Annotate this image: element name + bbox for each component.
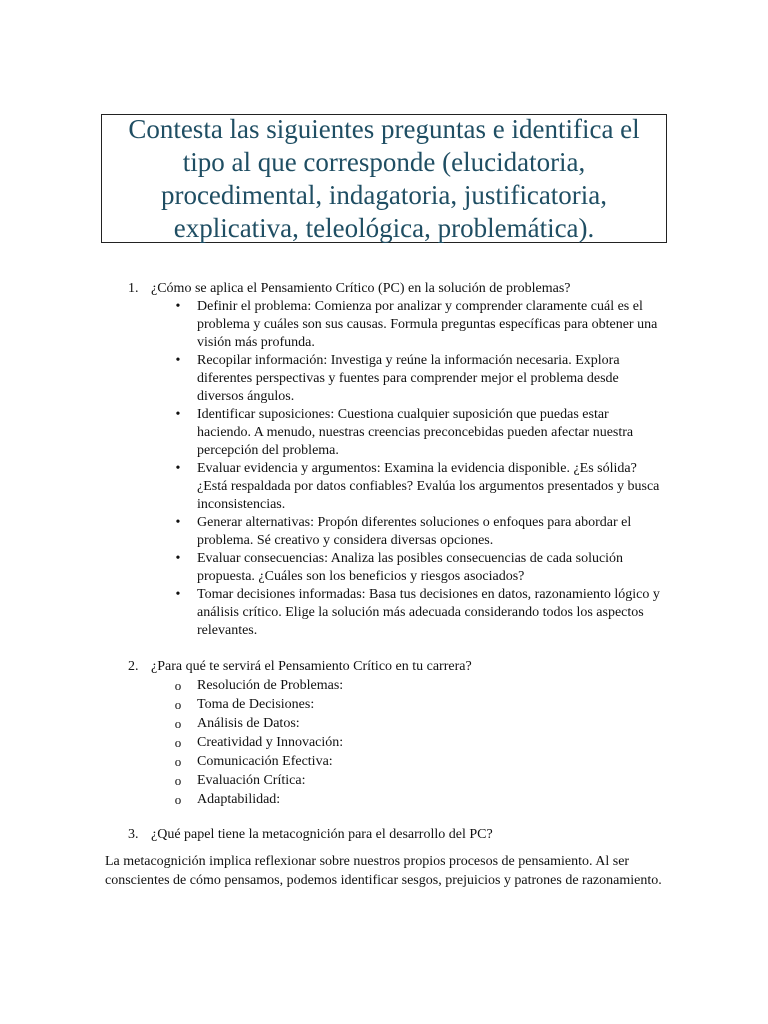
list-item xyxy=(174,791,597,810)
question-1-number: 1. xyxy=(128,281,139,296)
list-item-text: Adaptabilidad: xyxy=(197,792,281,807)
circle-bullet-icon: o xyxy=(174,773,182,788)
list-item xyxy=(174,772,597,791)
list-item-text: Evaluar consecuencias: Analiza las posibles consecuencias de cada solución propuesta. ¿Cuáles son los beneficios y riesgos asociados? xyxy=(197,551,624,584)
list-item xyxy=(175,298,663,352)
list-item-text: Identificar suposiciones: Cuestiona cualquier suposición que puedas estar haciendo. A menudo, nuestras creencias preconcebidas pueden afectar nuestra percepción del problema. xyxy=(197,407,634,458)
list-item xyxy=(174,715,597,734)
list-item-text: Toma de Decisiones: xyxy=(197,697,315,712)
question-3-number: 3. xyxy=(128,827,139,842)
question-2-number: 2. xyxy=(128,659,139,674)
list-item xyxy=(174,753,597,772)
list-item xyxy=(175,406,663,460)
list-item-text: Comunicación Efectiva: xyxy=(197,754,333,769)
question-1-text: ¿Cómo se aplica el Pensamiento Crítico (PC) en la solución de problemas? xyxy=(151,281,571,296)
list-item-text: Evaluar evidencia y argumentos: Examina la evidencia disponible. ¿Es sólida? ¿Está respaldada por datos confiables? Evalúa los argumentos presentados y busca inconsistencias. xyxy=(197,461,660,512)
list-item xyxy=(174,696,597,715)
question-1-bullet-list xyxy=(175,298,663,640)
list-item xyxy=(174,677,597,696)
circle-bullet-icon: o xyxy=(174,716,182,731)
list-item xyxy=(175,586,663,640)
title-box xyxy=(101,114,667,243)
list-item-text: Generar alternativas: Propón diferentes soluciones o enfoques para abordar el problema. Sé creativo y considera diversas opciones. xyxy=(197,515,632,548)
list-item-text: Evaluación Crítica: xyxy=(197,773,306,788)
bullet-icon: • xyxy=(175,515,181,530)
question-2-circle-list xyxy=(174,677,597,810)
circle-bullet-icon: o xyxy=(174,792,182,807)
list-item xyxy=(175,352,663,406)
list-item xyxy=(175,460,663,514)
circle-bullet-icon: o xyxy=(174,754,182,769)
bullet-icon: • xyxy=(175,461,181,476)
list-item-text: Resolución de Problemas: xyxy=(197,678,344,693)
list-item-text: Recopilar información: Investiga y reúne la información necesaria. Explora diferentes perspectivas y fuentes para comprender mejor el problema desde diversos ángulos. xyxy=(197,353,620,404)
list-item xyxy=(175,550,663,586)
circle-bullet-icon: o xyxy=(174,697,182,712)
list-item-text: Definir el problema: Comienza por analizar y comprender claramente cuál es el problema y cuáles son sus causas. Formula preguntas específicas para obtener una visión más profunda. xyxy=(197,299,658,350)
question-2-text: ¿Para qué te servirá el Pensamiento Crítico en tu carrera? xyxy=(151,659,472,674)
bullet-icon: • xyxy=(175,551,181,566)
list-item xyxy=(174,734,597,753)
circle-bullet-icon: o xyxy=(174,678,182,693)
bullet-icon: • xyxy=(175,587,181,602)
list-item-text: Creatividad y Innovación: xyxy=(197,735,344,750)
page-title: Contesta las siguientes preguntas e identifica el tipo al que corresponde (elucidatoria, procedimental, indagatoria, justificatoria, explicativa, teleológica, problemática). xyxy=(128,113,640,243)
circle-bullet-icon: o xyxy=(174,735,182,750)
bullet-icon: • xyxy=(175,353,181,368)
bullet-icon: • xyxy=(175,299,181,314)
list-item-text: Tomar decisiones informadas: Basa tus decisiones en datos, razonamiento lógico y análisis crítico. Elige la solución más adecuada considerando todos los aspectos relevantes. xyxy=(197,587,660,638)
bullet-icon: • xyxy=(175,407,181,422)
question-3-text: ¿Qué papel tiene la metacognición para el desarrollo del PC? xyxy=(151,827,493,842)
list-item xyxy=(175,514,663,550)
list-item-text: Análisis de Datos: xyxy=(197,716,300,731)
answer-paragraph: La metacognición implica reflexionar sobre nuestros propios procesos de pensamiento. Al ser conscientes de cómo pensamos, podemos identificar sesgos, prejuicios y patrones de razonamiento. xyxy=(105,854,662,888)
